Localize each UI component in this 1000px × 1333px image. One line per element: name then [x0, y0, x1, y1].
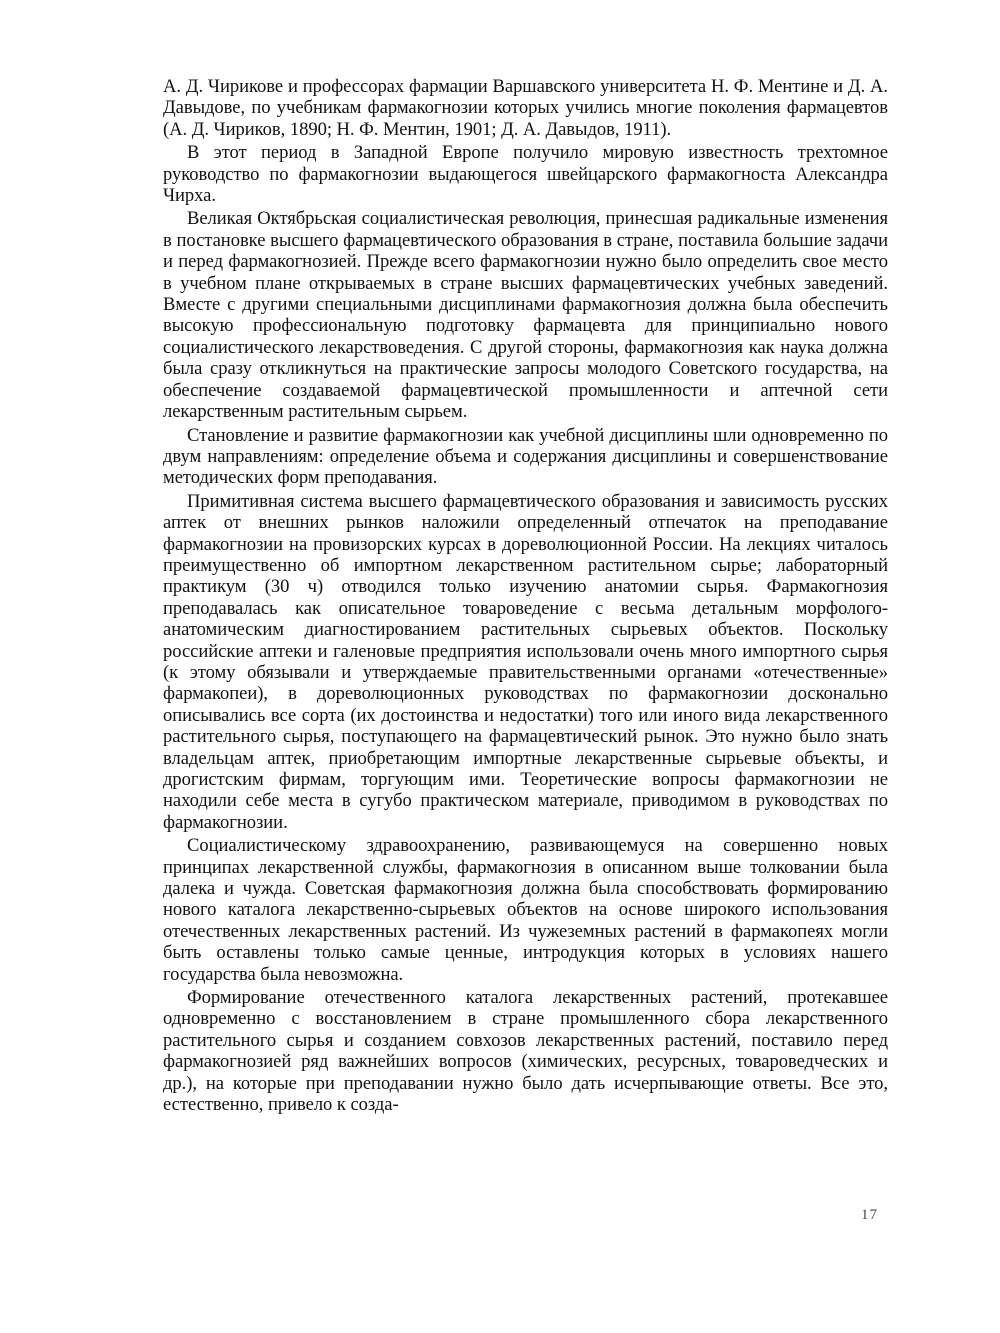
- paragraph-7: Формирование отечественного каталога лекарственных растений, протекавшее одновременно с восстановлением в стране промышленного сбора лекарственного растительного сырья и созданием совхозов лекарственных растений, поставило перед фармакогнозией ряд важнейших вопросов (химических, ресурсных, товароведческих и др.), на которые при преподавании нужно было дать исчерпывающие ответы. Все это, естественно, привело к созда-: [163, 987, 888, 1116]
- paragraph-4: Становление и развитие фармакогнозии как учебной дисциплины шли одновременно по двум направлениям: определение объема и содержания дисциплины и совершенствование методических форм преподавания.: [163, 424, 888, 489]
- paragraph-2: В этот период в Западной Европе получило мировую известность трехтомное руководство по фармакогнозии выдающегося швейцарского фармакогноста Александра Чирха.: [163, 142, 888, 207]
- paragraph-1: А. Д. Чирикове и профессорах фармации Варшавского университета Н. Ф. Ментине и Д. А. Давыдове, по учебникам фармакогнозии которых учились многие поколения фармацевтов (А. Д. Чириков, 1890; Н. Ф. Ментин, 1901; Д. А. Давыдов, 1911).: [163, 76, 888, 140]
- page-number: 17: [861, 1207, 878, 1223]
- paragraph-6: Социалистическому здравоохранению, развивающемуся на совершенно новых принципах лекарственной службы, фармакогнозия в описанном выше толковании была далека и чужда. Советская фармакогнозия должна была способствовать формированию нового каталога лекарственно-сырьевых объектов на основе широкого использования отечественных лекарственных растений. Из чужеземных растений в фармакопеях могли быть оставлены только самые ценные, интродукция которых в условиях нашего государства была невозможна.: [163, 835, 888, 985]
- paragraph-3: Великая Октябрьская социалистическая революция, принесшая радикальные изменения в постановке высшего фармацевтического образования в стране, поставила большие задачи и перед фармакогнозией. Прежде всего фармакогнозии нужно было определить свое место в учебном плане открываемых в стране высших фармацевтических учебных заведений. Вместе с другими специальными дисциплинами фармакогнозия должна была обеспечить высокую профессиональную подготовку фармацевта для принципиально нового социалистического лекарствоведения. С другой стороны, фармакогнозия как наука должна была сразу откликнуться на практические запросы молодого Советского государства, на обеспечение создаваемой фармацевтической промышленности и аптечной сети лекарственным растительным сырьем.: [163, 208, 888, 423]
- document-page: [163, 76, 888, 1116]
- paragraph-5: Примитивная система высшего фармацевтического образования и зависимость русских аптек от внешних рынков наложили определенный отпечаток на преподавание фармакогнозии на провизорских курсах в дореволюционной России. На лекциях читалось преимущественно об импортном лекарственном растительном сырье; лабораторный практикум (30 ч) отводился только изучению анатомии сырья. Фармакогнозия преподавалась как описательное товароведение с весьма детальным морфолого-анатомическим диагностированием растительных сырьевых объектов. Поскольку российские аптеки и галеновые предприятия использовали очень много импортного сырья (к этому обязывали и утверждаемые правительственными органами «отечественные» фармакопеи), в дореволюционных руководствах по фармакогнозии досконально описывались все сорта (их достоинства и недостатки) того или иного вида лекарственного растительного сырья, поступающего на фармацевтический рынок. Это нужно было знать владельцам аптек, приобретающим импортные лекарственные сырьевые объекты, и дрогистским фирмам, торгующим ими. Теоретические вопросы фармакогнозии не находили себе места в сугубо практическом материале, приводимом в руководствах по фармакогнозии.: [163, 490, 888, 833]
